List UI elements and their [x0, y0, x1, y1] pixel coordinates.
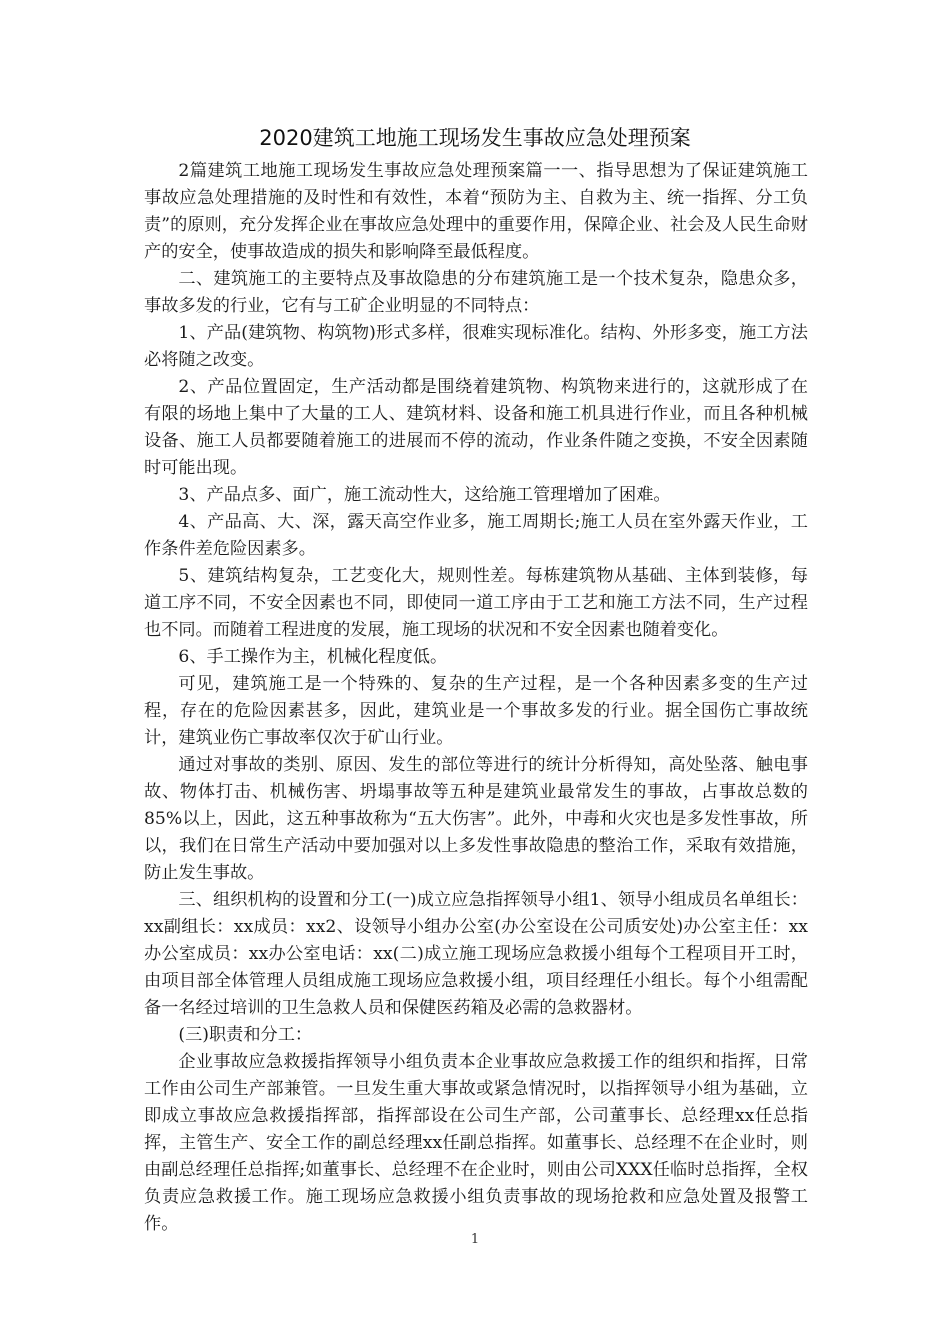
paragraph: 2篇建筑工地施工现场发生事故应急处理预案篇一一、指导思想为了保证建筑施工事故应急处理措施的及时性和有效性，本着“预防为主、自救为主、统一指挥、分工负责”的原则，充分发挥企业在事故应急处理中的重要作用，保障企业、社会及人民生命财产的安全，使事故造成的损失和影响降至最低程度。 — [144, 161, 808, 262]
paragraph: 1、产品(建筑物、构筑物)形式多样，很难实现标准化。结构、外形多变，施工方法必将随之改变。 — [144, 323, 808, 370]
document-title: 2020建筑工地施工现场发生事故应急处理预案 — [259, 126, 691, 150]
paragraph: 二、建筑施工的主要特点及事故隐患的分布建筑施工是一个技术复杂，隐患众多，事故多发的行业，它有与工矿企业明显的不同特点： — [144, 269, 808, 316]
paragraph: 3、产品点多、面广，施工流动性大，这给施工管理增加了困难。 — [178, 485, 671, 505]
paragraph: 2、产品位置固定，生产活动都是围绕着建筑物、构筑物来进行的，这就形成了在有限的场地上集中了大量的工人、建筑材料、设备和施工机具进行作业，而且各种机械设备、施工人员都要随着施工的进展而不停的流动，作业条件随之变换，不安全因素随时可能出现。 — [144, 377, 808, 478]
document-body — [144, 158, 808, 1238]
page-number: 1 — [470, 1232, 480, 1247]
paragraph: 通过对事故的类别、原因、发生的部位等进行的统计分析得知，高处坠落、触电事故、物体打击、机械伤害、坍塌事故等五种是建筑业最常发生的事故，占事故总数的85%以上，因此，这五种事故称为“五大伤害”。此外，中毒和火灾也是多发性事故，所以，我们在日常生产活动中要加强对以上多发性事故隐患的整治工作，采取有效措施，防止发生事故。 — [144, 755, 808, 883]
paragraph: 三、组织机构的设置和分工(一)成立应急指挥领导小组1、领导小组成员名单组长：xx副组长：xx成员：xx2、设领导小组办公室(办公室设在公司质安处)办公室主任：xx办公室成员：xx办公室电话：xx(二)成立施工现场应急救援小组每个工程项目开工时，由项目部全体管理人员组成施工现场应急救援小组，项目经理任小组长。每个小组需配备一名经过培训的卫生急救人员和保健医药箱及必需的急救器材。 — [144, 890, 808, 1018]
paragraph: 企业事故应急救援指挥领导小组负责本企业事故应急救援工作的组织和指挥，日常工作由公司生产部兼管。一旦发生重大事故或紧急情况时，以指挥领导小组为基础，立即成立事故应急救援指挥部，指挥部设在公司生产部，公司董事长、总经理xx任总指挥，主管生产、安全工作的副总经理xx任副总指挥。如董事长、总经理不在企业时，则由副总经理任总指挥;如董事长、总经理不在企业时，则由公司XXX任临时总指挥，全权负责应急救援工作。施工现场应急救援小组负责事故的现场抢救和应急处置及报警工作。 — [144, 1052, 808, 1234]
paragraph: 5、建筑结构复杂，工艺变化大，规则性差。每栋建筑物从基础、主体到装修，每道工序不同，不安全因素也不同，即使同一道工序由于工艺和施工方法不同，生产过程也不同。而随着工程进度的发展，施工现场的状况和不安全因素也随着变化。 — [144, 566, 808, 640]
paragraph: 6、手工操作为主，机械化程度低。 — [178, 647, 448, 667]
paragraph: 可见，建筑施工是一个特殊的、复杂的生产过程，是一个各种因素多变的生产过程，存在的危险因素甚多，因此，建筑业是一个事故多发的行业。据全国伤亡事故统计，建筑业伤亡事故率仅次于矿山行业。 — [144, 674, 808, 748]
paragraph: (三)职责和分工： — [178, 1025, 313, 1045]
paragraph: 4、产品高、大、深，露天高空作业多，施工周期长;施工人员在室外露天作业，工作条件差危险因素多。 — [144, 512, 808, 559]
